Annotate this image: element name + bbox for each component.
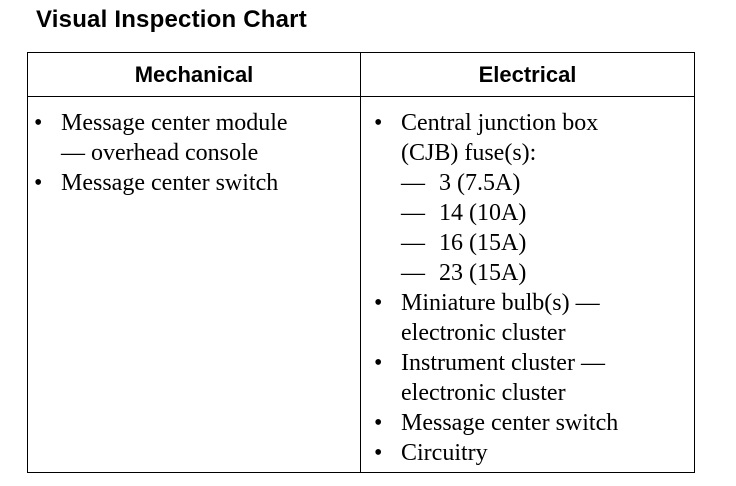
item-text: electronic cluster	[401, 320, 566, 346]
item-text: electronic cluster	[401, 380, 566, 406]
bullet-icon: •	[374, 410, 383, 436]
bullet-icon: •	[374, 290, 383, 316]
bullet-icon: •	[374, 110, 383, 136]
item-text: Message center switch	[61, 170, 279, 196]
fuse-entry	[401, 228, 688, 258]
item-text: Instrument cluster —	[401, 350, 605, 376]
mechanical-list	[34, 108, 356, 198]
header-divider	[28, 96, 694, 97]
item-text: Message center module	[61, 110, 288, 136]
item-text: Miniature bulb(s) —	[401, 290, 600, 316]
bullet-icon: •	[34, 110, 43, 136]
list-item	[34, 108, 356, 168]
list-item	[374, 108, 688, 288]
fuse-label: 16 (15A)	[439, 230, 527, 256]
electrical-list	[374, 108, 688, 468]
item-text: Message center switch	[401, 410, 619, 436]
inspection-table	[27, 52, 695, 473]
bullet-icon: •	[34, 170, 43, 196]
mechanical-column-header: Mechanical	[134, 62, 254, 87]
dash-icon: —	[401, 200, 425, 226]
fuse-entry	[401, 168, 688, 198]
fuse-label: 23 (15A)	[439, 260, 527, 286]
bullet-icon: •	[374, 350, 383, 376]
bullet-icon: •	[374, 440, 383, 466]
column-divider	[360, 53, 361, 472]
item-text: Central junction box	[401, 110, 599, 136]
electrical-column-header: Electrical	[478, 62, 577, 87]
item-text: (CJB) fuse(s):	[401, 140, 537, 166]
dash-icon: —	[401, 230, 425, 256]
fuse-entry	[401, 198, 688, 228]
dash-icon: —	[401, 170, 425, 196]
fuse-label: 14 (10A)	[439, 200, 527, 226]
item-text: Circuitry	[401, 440, 488, 466]
list-item	[374, 348, 688, 408]
list-item	[34, 168, 356, 198]
dash-icon: —	[401, 260, 425, 286]
list-item	[374, 438, 688, 468]
fuse-label: 3 (7.5A)	[439, 170, 521, 196]
list-item	[374, 408, 688, 438]
item-text: — overhead console	[61, 140, 259, 166]
list-item	[374, 288, 688, 348]
fuse-entry	[401, 258, 688, 288]
page-title: Visual Inspection Chart	[36, 6, 307, 33]
